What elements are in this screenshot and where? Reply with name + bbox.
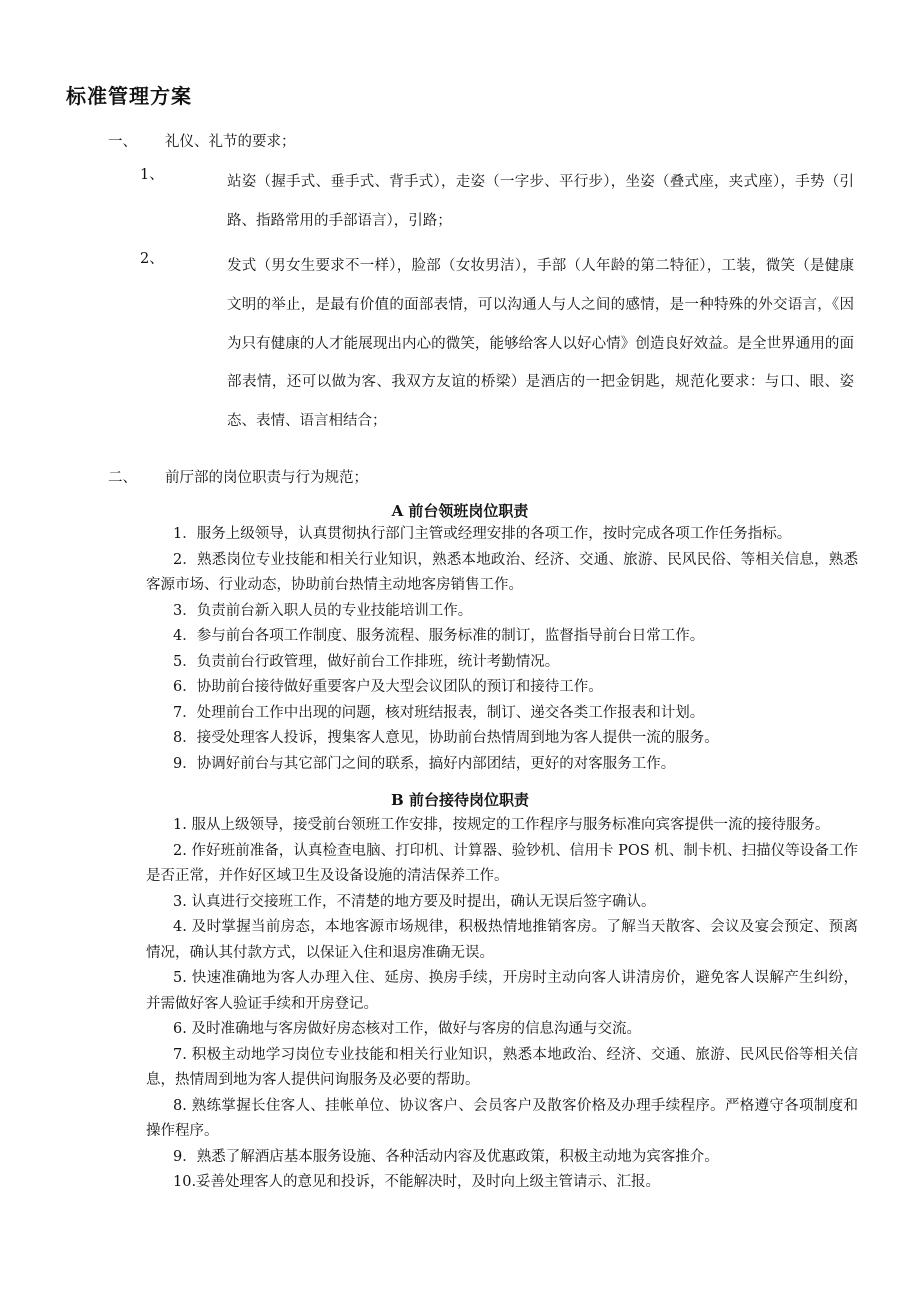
section-2-number: 二、 [108,470,137,486]
part-b-list [146,813,858,1196]
item-2-number: 2、 [140,251,164,267]
part-b-heading: B 前台接待岗位职责 [391,791,529,809]
part-b-item: 10.妥善处理客人的意见和投诉，不能解决时，及时向上级主管请示、汇报。 [173,1174,661,1190]
section-1-text: 礼仪、礼节的要求； [165,134,296,150]
part-b-item: 7. 积极主动地学习岗位专业技能和相关行业知识，熟悉本地政治、经济、交通、旅游、民风民俗等相关信息，热情周到地为客人提供问询服务及必要的帮助。 [146,1046,858,1088]
part-a-item: 3．负责前台新入职人员的专业技能培训工作。 [173,602,473,619]
part-a-item: 7．处理前台工作中出现的问题，核对班结报表，制订、递交各类工作报表和计划。 [173,704,705,721]
part-a-list [146,522,858,777]
item-2-text: 发式（男女生要求不一样），脸部（女妆男洁），手部（人年龄的第二特征），工装，微笑（是健康文明的举止，是最有价值的面部表情，可以沟通人与人之间的感情，是一种特殊的外交语言，《因为只有健康的人才能展现出内心的微笑，能够给客人以好心情》创造良好效益。是全世界通用的面部表情，还可以做为客、我双方友谊的桥梁）是酒店的一把金钥匙，规范化要求：与口、眼、姿态、表情、语言相结合； [227,258,854,430]
part-a-item: 1．服务上级领导，认真贯彻执行部门主管或经理安排的各项工作，按时完成各项工作任务指标。 [173,526,792,542]
page-title: 标准管理方案 [66,84,192,108]
item-1-text: 站姿（握手式、垂手式、背手式），走姿（一字步、平行步），坐姿（叠式座，夹式座），手势（引路、指路常用的手部语言），引路； [227,174,854,229]
part-b-item: 9．熟悉了解酒店基本服务设施、各种活动内容及优惠政策，积极主动地为宾客推介。 [173,1148,719,1165]
section-2-text: 前厅部的岗位职责与行为规范； [165,470,368,486]
item-1-number: 1、 [140,167,164,183]
part-a-item: 6．协助前台接待做好重要客户及大型会议团队的预订和接待工作。 [173,679,603,695]
part-a-item: 2．熟悉岗位专业技能和相关行业知识，熟悉本地政治、经济、交通、旅游、民风民俗、等相关信息，熟悉客源市场、行业动态，协助前台热情主动地客房销售工作。 [146,551,858,593]
part-a-item: 8．接受处理客人投诉，搜集客人意见，协助前台热情周到地为客人提供一流的服务。 [173,730,719,746]
part-b-item: 1. 服从上级领导，接受前台领班工作安排，按规定的工作程序与服务标准向宾客提供一流的接待服务。 [173,817,830,833]
part-a-heading: A 前台领班岗位职责 [391,502,529,520]
part-b-item: 2. 作好班前准备，认真检查电脑、打印机、计算器、验钞机、信用卡 POS 机、制卡机、扫描仪等设备工作是否正常，并作好区域卫生及设备设施的清洁保养工作。 [146,842,858,884]
part-a-item: 4．参与前台各项工作制度、服务流程、服务标准的制订，监督指导前台日常工作。 [173,628,705,644]
part-b-item: 6. 及时准确地与客房做好房态核对工作，做好与客房的信息沟通与交流。 [173,1021,641,1037]
part-a-item: 9．协调好前台与其它部门之间的联系，搞好内部团结，更好的对客服务工作。 [173,755,676,772]
part-b-item: 5. 快速准确地为客人办理入住、延房、换房手续，开房时主动向客人讲清房价，避免客人误解产生纠纷，并需做好客人验证手续和开房登记。 [146,970,858,1012]
part-a-item: 5．负责前台行政管理，做好前台工作排班，统计考勤情况。 [173,653,560,670]
part-b-item: 8. 熟练掌握长住客人、挂帐单位、协议客户、会员客户及散客价格及办理手续程序。严格遵守各项制度和操作程序。 [146,1097,858,1139]
part-b-item: 4. 及时掌握当前房态，本地客源市场规律，积极热情地推销客房。了解当天散客、会议及宴会预定、预离情况，确认其付款方式，以保证入住和退房准确无误。 [146,919,858,961]
section-1-number: 一、 [108,134,137,150]
part-b-item: 3. 认真进行交接班工作，不清楚的地方要及时提出，确认无误后签字确认。 [173,893,656,910]
